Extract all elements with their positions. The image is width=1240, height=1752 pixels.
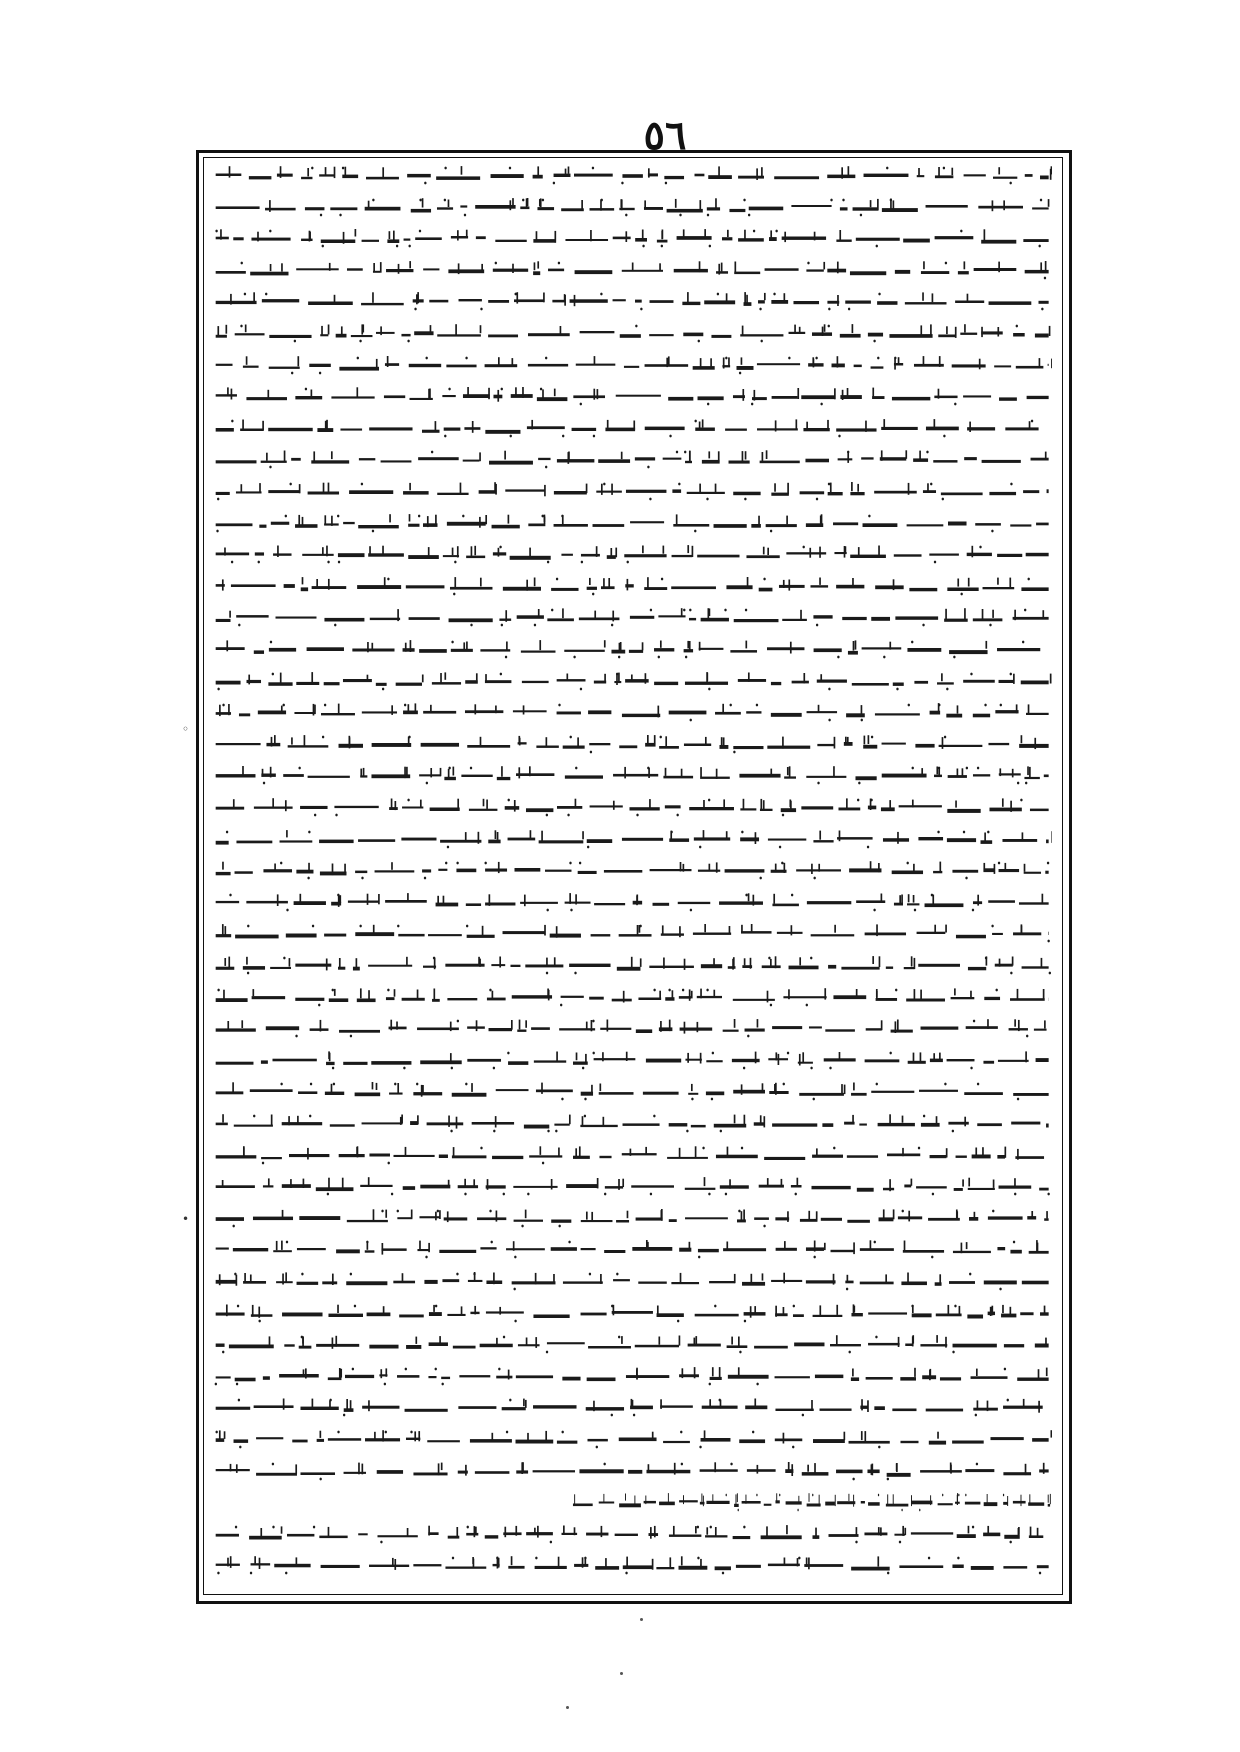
paper-speck bbox=[620, 1672, 623, 1675]
text-line bbox=[214, 322, 1052, 344]
text-block bbox=[204, 158, 1062, 1594]
script-strokes bbox=[214, 354, 1052, 376]
script-strokes bbox=[214, 1428, 1052, 1450]
script-strokes bbox=[572, 1491, 1052, 1513]
script-strokes bbox=[214, 796, 1052, 818]
text-line bbox=[214, 891, 1052, 913]
text-line bbox=[214, 1302, 1052, 1324]
script-strokes bbox=[214, 1080, 1052, 1102]
script-strokes bbox=[214, 1302, 1052, 1324]
script-strokes bbox=[214, 575, 1052, 597]
script-strokes bbox=[214, 986, 1052, 1008]
text-line bbox=[214, 417, 1052, 439]
text-line bbox=[214, 196, 1052, 218]
text-line bbox=[214, 828, 1052, 850]
paper-speck bbox=[566, 1706, 569, 1709]
text-line bbox=[214, 1049, 1052, 1071]
script-strokes bbox=[214, 1238, 1052, 1260]
text-line bbox=[214, 1017, 1052, 1039]
script-strokes bbox=[214, 1554, 1052, 1576]
script-strokes bbox=[214, 1017, 1052, 1039]
script-strokes bbox=[214, 1144, 1052, 1166]
script-strokes bbox=[214, 891, 1052, 913]
script-strokes bbox=[214, 828, 1052, 850]
script-strokes bbox=[214, 512, 1052, 534]
script-strokes bbox=[214, 448, 1052, 470]
text-line bbox=[214, 1365, 1052, 1387]
text-line bbox=[214, 512, 1052, 534]
text-line bbox=[572, 1491, 1052, 1513]
text-line bbox=[214, 922, 1052, 944]
text-line bbox=[214, 448, 1052, 470]
script-strokes bbox=[214, 764, 1052, 786]
text-line bbox=[214, 1144, 1052, 1166]
text-line bbox=[214, 227, 1052, 249]
script-strokes bbox=[214, 638, 1052, 660]
script-strokes bbox=[214, 1396, 1052, 1418]
catchword bbox=[246, 1620, 336, 1654]
text-line bbox=[214, 259, 1052, 281]
text-line bbox=[214, 1175, 1052, 1197]
text-line bbox=[214, 480, 1052, 502]
text-line bbox=[214, 701, 1052, 723]
text-line bbox=[214, 1080, 1052, 1102]
script-strokes bbox=[214, 164, 1052, 186]
script-strokes bbox=[214, 1270, 1052, 1292]
script-strokes bbox=[214, 1460, 1052, 1482]
text-line bbox=[214, 354, 1052, 376]
text-line bbox=[214, 1333, 1052, 1355]
script-strokes bbox=[214, 1333, 1052, 1355]
text-line bbox=[214, 575, 1052, 597]
script-strokes bbox=[214, 859, 1052, 881]
script-strokes bbox=[214, 196, 1052, 218]
text-line bbox=[214, 796, 1052, 818]
script-strokes bbox=[214, 922, 1052, 944]
text-line bbox=[214, 1428, 1052, 1450]
script-strokes bbox=[214, 480, 1052, 502]
text-line bbox=[214, 385, 1052, 407]
text-line bbox=[214, 859, 1052, 881]
text-line bbox=[214, 290, 1052, 312]
paper-speck bbox=[640, 1618, 643, 1621]
script-strokes bbox=[214, 701, 1052, 723]
text-line bbox=[214, 638, 1052, 660]
script-strokes bbox=[214, 385, 1052, 407]
script-strokes bbox=[214, 322, 1052, 344]
script-strokes bbox=[214, 259, 1052, 281]
text-line bbox=[214, 764, 1052, 786]
script-strokes bbox=[214, 417, 1052, 439]
text-line bbox=[214, 1112, 1052, 1134]
text-line bbox=[214, 670, 1052, 692]
text-line bbox=[214, 954, 1052, 976]
script-strokes bbox=[214, 606, 1052, 628]
text-line bbox=[214, 1396, 1052, 1418]
script-strokes bbox=[214, 733, 1052, 755]
script-strokes bbox=[214, 1365, 1052, 1387]
page-number: ٥٦ bbox=[643, 112, 687, 159]
margin-mark: • bbox=[182, 1212, 190, 1226]
text-line bbox=[214, 1460, 1052, 1482]
text-line bbox=[214, 1554, 1052, 1576]
text-line bbox=[214, 1270, 1052, 1292]
text-line bbox=[214, 1523, 1052, 1545]
text-line bbox=[214, 1238, 1052, 1260]
text-line bbox=[214, 164, 1052, 186]
script-strokes bbox=[214, 1175, 1052, 1197]
script-strokes bbox=[214, 670, 1052, 692]
script-strokes bbox=[214, 227, 1052, 249]
text-line bbox=[214, 606, 1052, 628]
script-strokes bbox=[214, 954, 1052, 976]
script-strokes bbox=[214, 1207, 1052, 1229]
margin-mark: ◦ bbox=[182, 722, 190, 736]
script-strokes bbox=[214, 1049, 1052, 1071]
text-line bbox=[214, 986, 1052, 1008]
script-strokes bbox=[214, 543, 1052, 565]
text-line bbox=[214, 1207, 1052, 1229]
script-strokes bbox=[214, 1112, 1052, 1134]
script-strokes bbox=[214, 1523, 1052, 1545]
text-line bbox=[214, 733, 1052, 755]
script-strokes bbox=[214, 290, 1052, 312]
text-line bbox=[214, 543, 1052, 565]
